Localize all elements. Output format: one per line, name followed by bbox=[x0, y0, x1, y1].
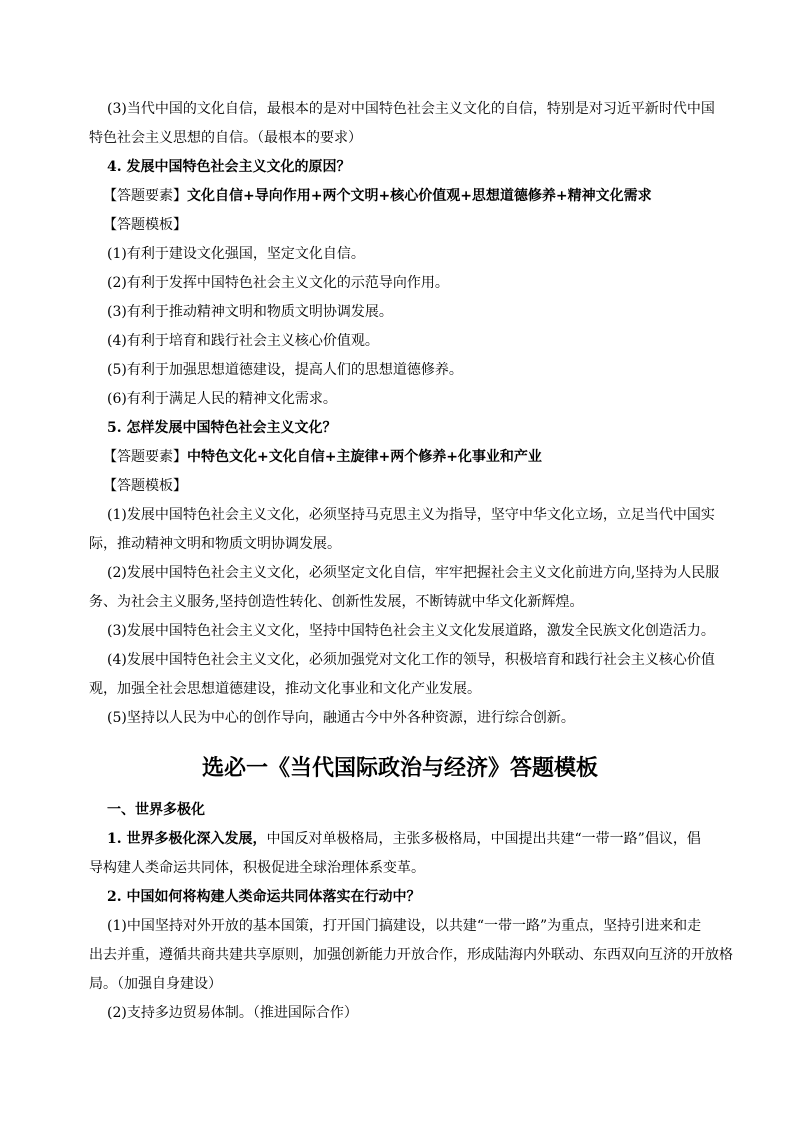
paragraph-line: 际，推动精神文明和物质文明协调发展。 bbox=[89, 536, 341, 552]
list-item: (3)有利于推动精神文明和物质文明协调发展。 bbox=[107, 304, 393, 320]
paragraph-line: 观，加强全社会思想道德建设，推动文化事业和文化产业发展。 bbox=[89, 681, 481, 697]
list-item: (1)有利于建设文化强国，坚定文化自信。 bbox=[107, 246, 365, 262]
paragraph-line: 特色社会主义思想的自信。（最根本的要求） bbox=[89, 130, 362, 146]
answer-elements bbox=[103, 186, 652, 206]
question-heading: 4. 发展中国特色社会主义文化的原因？ bbox=[107, 159, 351, 175]
question-heading: 5. 怎样发展中国特色社会主义文化？ bbox=[107, 420, 337, 436]
paragraph-line: (1)中国坚持对外开放的基本国策，打开国门搞建设，以共建“一带一路”为重点，坚持引进来和走 bbox=[107, 918, 702, 934]
elements-text: 文化自信+导向作用+两个文明+核心价值观+思想道德修养+精神文化需求 bbox=[187, 188, 652, 204]
list-item: (5)有利于加强思想道德建设，提高人们的思想道德修养。 bbox=[107, 362, 463, 378]
paragraph-line: (1)发展中国特色社会主义文化，必须坚持马克思主义为指导，坚守中华文化立场，立足当代中国实 bbox=[107, 507, 715, 523]
template-label: 【答题模板】 bbox=[103, 478, 187, 494]
paragraph-line: 局。（加强自身建设） bbox=[89, 976, 222, 992]
elements-label: 【答题要素】 bbox=[103, 188, 187, 204]
list-item: (2)有利于发挥中国特色社会主义文化的示范导向作用。 bbox=[107, 275, 449, 291]
paragraph-line: 出去并重，遵循共商共建共享原则，加强创新能力开放合作，形成陆海内外联动、东西双向互济的开放格 bbox=[89, 947, 733, 963]
paragraph-text: 中国反对单极格局，主张多极格局，中国提出共建“一带一路”倡议，倡 bbox=[266, 831, 701, 847]
paragraph-line: (3)当代中国的文化自信，最根本的是对中国特色社会主义文化的自信，特别是对习近平新时代中国 bbox=[107, 101, 715, 117]
elements-label: 【答题要素】 bbox=[103, 449, 187, 465]
section-title: 选必一《当代国际政治与经济》答题模板 bbox=[201, 755, 598, 781]
paragraph-line: (4)发展中国特色社会主义文化，必须加强党对文化工作的领导，积极培育和践行社会主义核心价值 bbox=[107, 652, 715, 668]
paragraph-line: (3)发展中国特色社会主义文化，坚持中国特色社会主义文化发展道路，激发全民族文化创造活力。 bbox=[107, 623, 715, 639]
paragraph-line bbox=[107, 829, 701, 849]
template-label: 【答题模板】 bbox=[103, 217, 187, 233]
paragraph-line: 务、为社会主义服务,坚持创造性转化、创新性发展，不断铸就中华文化新辉煌。 bbox=[89, 594, 584, 610]
paragraph-line: 导构建人类命运共同体，积极促进全球治理体系变革。 bbox=[89, 860, 425, 876]
subsection-heading: 一、世界多极化 bbox=[107, 802, 205, 818]
question-heading: 2. 中国如何将构建人类命运共同体落实在行动中？ bbox=[107, 889, 421, 905]
list-item: (4)有利于培育和践行社会主义核心价值观。 bbox=[107, 333, 379, 349]
paragraph-line: (2)发展中国特色社会主义文化，必须坚定文化自信，牢牢把握社会主义文化前进方向,坚持为人民服 bbox=[107, 565, 720, 581]
paragraph-line: (2)支持多边贸易体制。（推进国际合作） bbox=[107, 1005, 358, 1021]
list-item: (6)有利于满足人民的精神文化需求。 bbox=[107, 391, 337, 407]
answer-elements bbox=[103, 447, 542, 467]
elements-text: 中特色文化+文化自信+主旋律+两个修养+化事业和产业 bbox=[187, 449, 542, 465]
paragraph-line: (5)坚持以人民为中心的创作导向，融通古今中外各种资源，进行综合创新。 bbox=[107, 710, 575, 726]
bold-lead: 1. 世界多极化深入发展， bbox=[107, 831, 267, 847]
